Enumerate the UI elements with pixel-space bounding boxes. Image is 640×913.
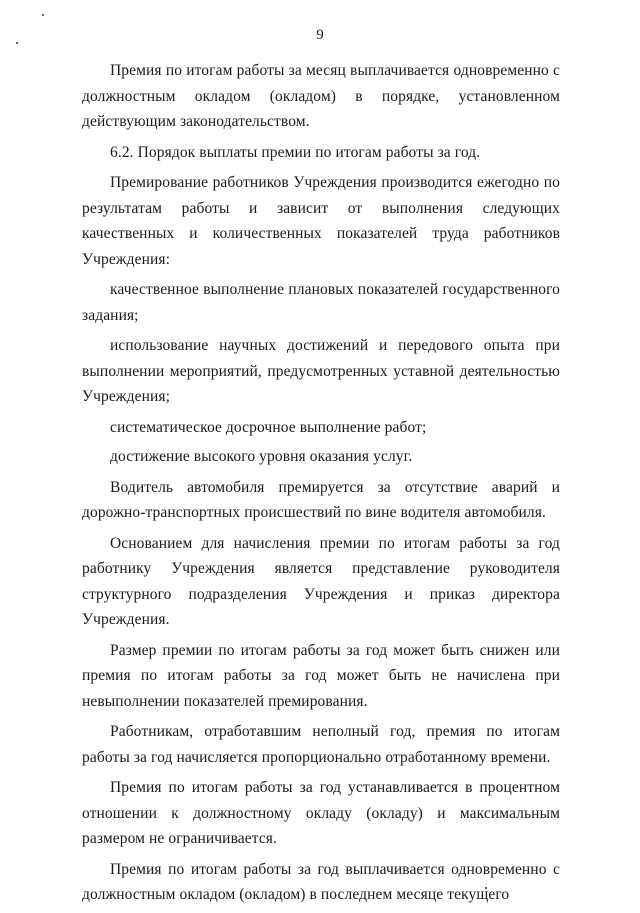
section-heading: 6.2. Порядок выплаты премии по итогам работы за год. bbox=[110, 143, 481, 161]
document-body bbox=[82, 58, 560, 913]
paragraph: Премирование работников Учреждения производится ежегодно по результатам работы и зависит от выполнения следующих качественных и количественных показателей труда работников Учреждения: bbox=[82, 174, 560, 268]
paragraph: Работникам, отработавшим неполный год, премия по итогам работы за год начисляется пропорционально отработанному времени. bbox=[82, 723, 560, 766]
list-item: достижение высокого уровня оказания услуг. bbox=[110, 448, 413, 465]
paragraph: Премия по итогам работы за месяц выплачивается одновременно с должностным окладом (окладом) в порядке, установленном действующим законодательством. bbox=[82, 62, 560, 130]
page-number: 9 bbox=[316, 27, 324, 43]
paragraph: Премия по итогам работы за год устанавливается в процентном отношении к должностному окладу (окладу) и максимальным размером не ограничивается. bbox=[82, 779, 560, 847]
paragraph: Премия по итогам работы за год выплачивается одновременно с должностным окладом (окладом) в последнем месяце текущего bbox=[82, 860, 560, 903]
paragraph: Размер премии по итогам работы за год может быть снижен или премия по итогам работы за год может быть не начислена при невыполнении показателей премирования. bbox=[82, 641, 560, 710]
scan-speck bbox=[42, 14, 44, 16]
list-item: систематическое досрочное выполнение работ; bbox=[110, 418, 427, 436]
paragraph: Водитель автомобиля премируется за отсутствие аварий и дорожно-транспортных происшествий по вине водителя автомобиля. bbox=[82, 478, 560, 521]
paragraph: Основанием для начисления премии по итогам работы за год работнику Учреждения является представление руководителя структурного подразделения Учреждения и приказ директора Учреждения. bbox=[82, 534, 560, 628]
list-item: использование научных достижений и передового опыта при выполнении мероприятий, предусмотренных уставной деятельностью Учреждения; bbox=[82, 337, 560, 405]
list-item: качественное выполнение плановых показателей государственного задания; bbox=[82, 281, 560, 324]
